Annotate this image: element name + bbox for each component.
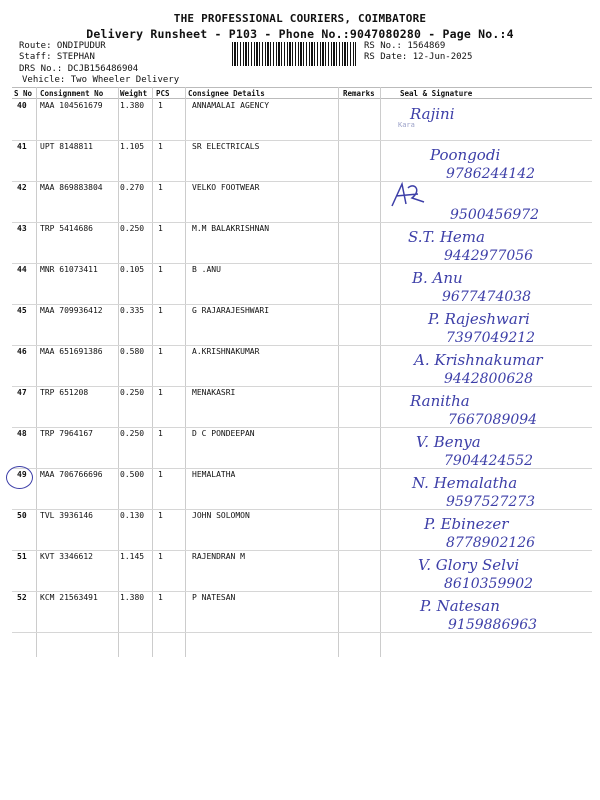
row-divider — [12, 263, 592, 264]
header-top-rule — [12, 87, 592, 88]
row-signature-phone: 9442977056 — [444, 248, 534, 264]
row-divider — [12, 509, 592, 510]
row-signature: P. Rajeshwari — [428, 310, 530, 328]
row-sno: 44 — [17, 265, 27, 274]
row-consignment: MAA 706766696 — [40, 470, 103, 479]
row-sno: 41 — [17, 142, 27, 151]
row-signature-phone: 7667089094 — [448, 412, 538, 428]
row-consignment: MAA 709936412 — [40, 306, 103, 315]
route-label: Route: ONDIPUDUR — [19, 41, 106, 51]
row-consignment: TVL 3936146 — [40, 511, 93, 520]
row-signature: P. Ebinezer — [424, 515, 509, 533]
row-consignment: TRP 5414686 — [40, 224, 93, 233]
col-divider — [36, 87, 37, 657]
row-consignment: KCM 21563491 — [40, 593, 98, 602]
row-signature: B. Anu — [412, 269, 463, 287]
rs-number: RS No.: 1564869 — [364, 41, 446, 51]
row-sno: 47 — [17, 388, 27, 397]
row-pcs: 1 — [158, 552, 163, 561]
row-weight: 0.250 — [120, 388, 145, 397]
row-pcs: 1 — [158, 183, 163, 192]
row-weight: 0.105 — [120, 265, 145, 274]
row-sno: 40 — [17, 101, 27, 110]
row-sno: 50 — [17, 511, 27, 520]
row-consignee: JOHN SOLOMON — [192, 511, 250, 520]
row-consignee: VELKO FOOTWEAR — [192, 183, 260, 192]
row-consignee: RAJENDRAN M — [192, 552, 245, 561]
row-signature-phone: 9442800628 — [444, 371, 534, 387]
company-title: THE PROFESSIONAL COURIERS, COIMBATORE — [173, 12, 427, 25]
row-divider — [12, 140, 592, 141]
row-weight: 1.380 — [120, 101, 145, 110]
row-consignment: MAA 869883804 — [40, 183, 103, 192]
row-pcs: 1 — [158, 101, 163, 110]
row-consignment: MAA 104561679 — [40, 101, 103, 110]
row-signature: Ranitha — [410, 392, 470, 410]
row-sno: 52 — [17, 593, 27, 602]
row-divider — [12, 550, 592, 551]
row-weight: 1.380 — [120, 593, 145, 602]
rs-date: RS Date: 12-Jun-2025 — [364, 52, 473, 62]
row-signature: Rajini — [410, 105, 455, 123]
row-weight: 0.250 — [120, 429, 145, 438]
row-signature: V. Glory Selvi — [418, 556, 520, 574]
row-signature-phone: 9677474038 — [442, 289, 532, 305]
row-weight: 1.105 — [120, 142, 145, 151]
row-consignee: P NATESAN — [192, 593, 236, 602]
row-signature-phone: 7397049212 — [446, 330, 536, 346]
row-consignment: TRP 7964167 — [40, 429, 93, 438]
row-consignee: SR ELECTRICALS — [192, 142, 260, 151]
row-consignment: KVT 3346612 — [40, 552, 93, 561]
row-pcs: 1 — [158, 593, 163, 602]
drs-label: DRS No.: DCJB156486904 — [19, 64, 139, 74]
row-weight: 1.145 — [120, 552, 145, 561]
row-signature: A. Krishnakumar — [414, 351, 543, 369]
row-consignee: B .ANU — [192, 265, 221, 274]
stamp-mark: Kara — [398, 121, 415, 129]
row-sno: 43 — [17, 224, 27, 233]
row-signature-phone: 8778902126 — [446, 535, 536, 551]
row-weight: 0.130 — [120, 511, 145, 520]
row-consignee: ANNAMALAI AGENCY — [192, 101, 270, 110]
col-consignee: Consignee Details — [188, 89, 265, 98]
row-signature-phone: 9500456972 — [450, 207, 540, 223]
row-weight: 0.270 — [120, 183, 145, 192]
runsheet-subtitle: Delivery Runsheet - P103 - Phone No.:9047080280 - Page No.:4 — [86, 27, 514, 41]
row-consignee: M.M BALAKRISHNAN — [192, 224, 270, 233]
row-sno: 45 — [17, 306, 27, 315]
col-divider — [118, 87, 119, 657]
row-divider — [12, 591, 592, 592]
row-consignee: G RAJARAJESHWARI — [192, 306, 270, 315]
col-weight: Weight — [120, 89, 148, 98]
col-seal: Seal & Signature — [400, 89, 473, 98]
col-divider — [338, 87, 339, 657]
col-consignment: Consignment No — [40, 89, 104, 98]
col-divider — [152, 87, 153, 657]
row-weight: 0.580 — [120, 347, 145, 356]
row-weight: 0.335 — [120, 306, 145, 315]
row-consignee: A.KRISHNAKUMAR — [192, 347, 260, 356]
row-signature-phone: 9786244142 — [446, 166, 536, 182]
row-pcs: 1 — [158, 470, 163, 479]
col-divider — [380, 87, 381, 657]
signature-scribble — [388, 180, 428, 210]
col-divider — [185, 87, 186, 657]
col-pcs: PCS — [156, 89, 170, 98]
row-divider — [12, 304, 592, 305]
header-bottom-rule — [12, 98, 592, 99]
row-consignee: HEMALATHA — [192, 470, 236, 479]
row-divider — [12, 181, 592, 182]
row-consignment: MNR 61073411 — [40, 265, 98, 274]
row-divider — [12, 386, 592, 387]
row-signature: Poongodi — [430, 146, 501, 164]
row-pcs: 1 — [158, 265, 163, 274]
barcode-icon — [232, 42, 356, 66]
row-divider — [12, 632, 592, 633]
row-signature-phone: 7904424552 — [444, 453, 534, 469]
row-sno: 49 — [17, 470, 27, 479]
row-signature-phone: 8610359902 — [444, 576, 534, 592]
row-consignment: UPT 8148811 — [40, 142, 93, 151]
row-signature: N. Hemalatha — [412, 474, 518, 492]
row-sno: 46 — [17, 347, 27, 356]
row-signature: V. Benya — [416, 433, 481, 451]
row-pcs: 1 — [158, 388, 163, 397]
row-sno: 51 — [17, 552, 27, 561]
row-pcs: 1 — [158, 142, 163, 151]
row-signature: P. Natesan — [420, 597, 500, 615]
row-consignment: TRP 651208 — [40, 388, 89, 397]
row-divider — [12, 468, 592, 469]
row-consignment: MAA 651691386 — [40, 347, 103, 356]
row-divider — [12, 345, 592, 346]
row-pcs: 1 — [158, 429, 163, 438]
row-pcs: 1 — [158, 224, 163, 233]
vehicle-label: Vehicle: Two Wheeler Delivery — [22, 75, 180, 85]
row-signature: S.T. Hema — [408, 228, 485, 246]
row-sno: 48 — [17, 429, 27, 438]
col-sno: S No — [14, 89, 33, 98]
row-weight: 0.250 — [120, 224, 145, 233]
row-divider — [12, 427, 592, 428]
row-sno: 42 — [17, 183, 27, 192]
row-pcs: 1 — [158, 306, 163, 315]
row-pcs: 1 — [158, 347, 163, 356]
row-signature-phone: 9159886963 — [448, 617, 538, 633]
row-signature-phone: 9597527273 — [446, 494, 536, 510]
circled-row-mark — [6, 466, 33, 489]
row-divider — [12, 222, 592, 223]
col-remarks: Remarks — [343, 89, 375, 98]
row-pcs: 1 — [158, 511, 163, 520]
row-consignee: MENAKASRI — [192, 388, 236, 397]
row-weight: 0.500 — [120, 470, 145, 479]
row-consignee: D C PONDEEPAN — [192, 429, 255, 438]
staff-label: Staff: STEPHAN — [19, 52, 95, 62]
